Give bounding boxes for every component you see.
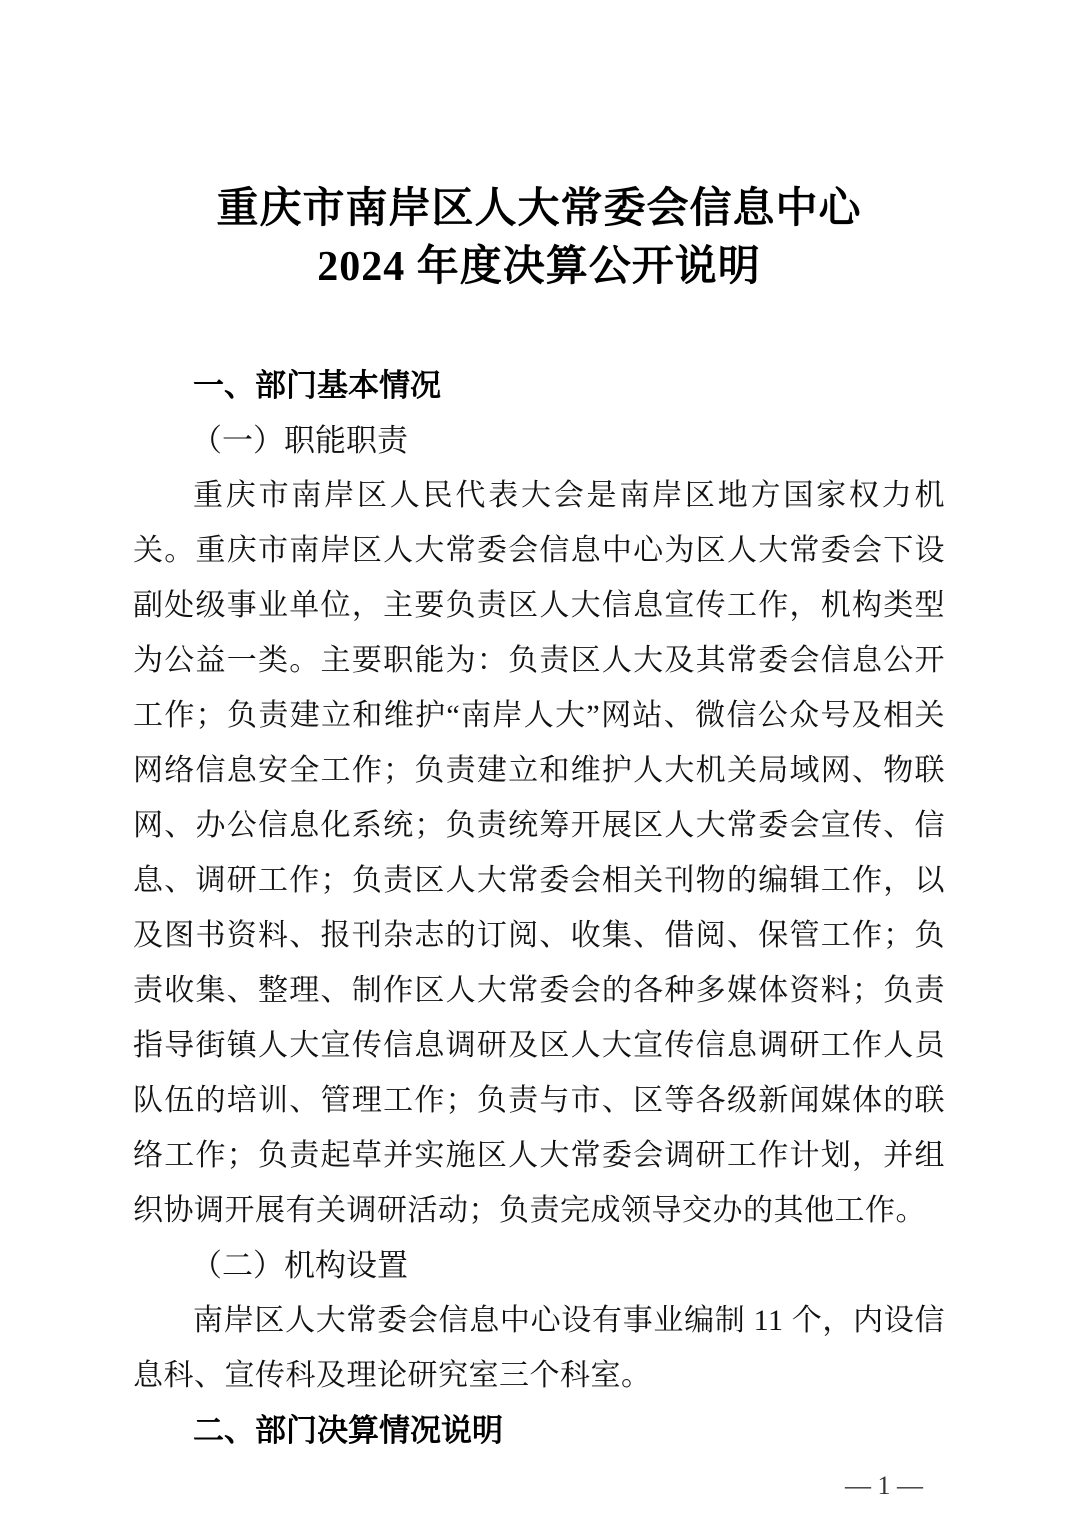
- paragraph-duties-body: 重庆市南岸区人民代表大会是南岸区地方国家权力机关。重庆市南岸区人大常委会信息中心为区人大常委会下设副处级事业单位，主要负责区人大信息宣传工作，机构类型为公益一类。主要职能为：负责区人大及其常委会信息公开工作；负责建立和维护“南岸人大”网站、微信公众号及相关网络信息安全工作；负责建立和维护人大机关局域网、物联网、办公信息化系统；负责统筹开展区人大常委会宣传、信息、调研工作；负责区人大常委会相关刊物的编辑工作，以及图书资料、报刊杂志的订阅、收集、借阅、保管工作；负责收集、整理、制作区人大常委会的各种多媒体资料；负责指导街镇人大宣传信息调研及区人大宣传信息调研工作人员队伍的培训、管理工作；负责与市、区等各级新闻媒体的联络工作；负责起草并实施区人大常委会调研工作计划，并组织协调开展有关调研活动；负责完成领导交办的其他工作。: [133, 479, 945, 1227]
- document-title-line2: 2024 年度决算公开说明: [317, 244, 761, 290]
- paragraph-organization-body: 南岸区人大常委会信息中心设有事业编制 11 个，内设信息科、宣传科及理论研究室三个科室。: [133, 1304, 945, 1392]
- document-title-line1: 重庆市南岸区人大常委会信息中心: [216, 186, 862, 232]
- subsection-heading-duties: （一）职能职责: [191, 423, 408, 458]
- section-heading-basic-info: 一、部门基本情况: [193, 368, 441, 403]
- document-title: [133, 180, 945, 296]
- subsection-heading-organization: （二）机构设置: [191, 1248, 408, 1283]
- section-heading-final-accounts: 二、部门决算情况说明: [193, 1413, 503, 1448]
- page-number: — 1 —: [845, 1471, 923, 1500]
